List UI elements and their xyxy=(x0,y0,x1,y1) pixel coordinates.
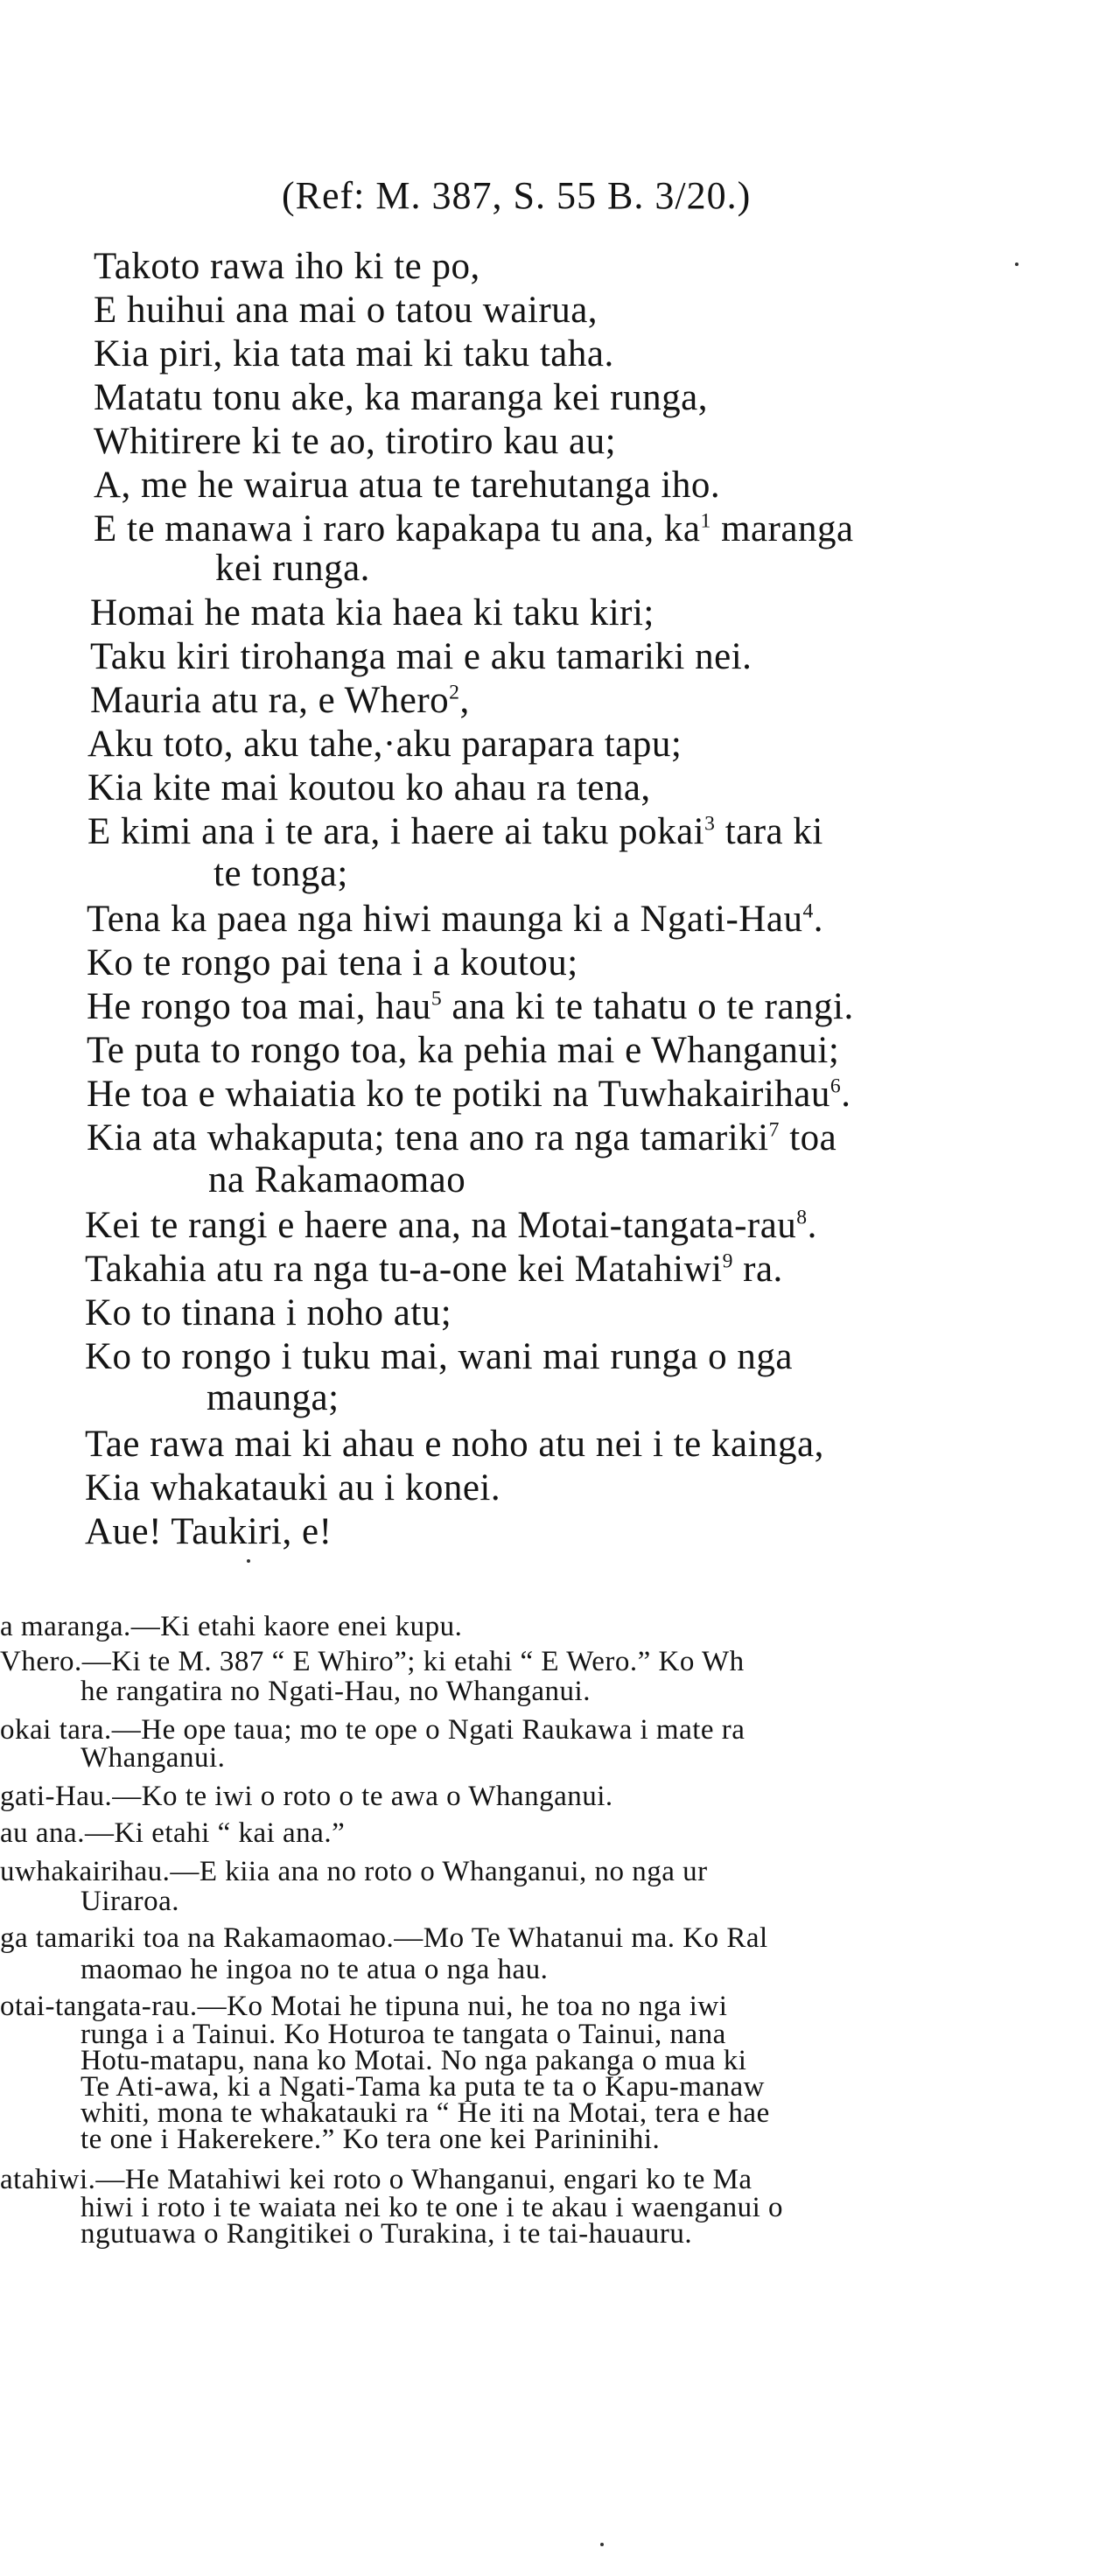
poem-line: Tena ka paea nga hiwi maunga ki a Ngati-Hau$^4$. xyxy=(87,899,824,940)
poem-line: Aku toto, aku tahe,·aku parapara tapu; xyxy=(88,724,682,765)
poem-line-continuation: te tonga; xyxy=(214,853,348,894)
footnote-line: runga i a Tainui. Ko Hoturoa te tangata o Tainui, nana xyxy=(80,2019,726,2050)
page-speck xyxy=(247,1559,250,1563)
poem-line-continuation: maunga; xyxy=(206,1377,340,1418)
poem-line: E huihui ana mai o tatou wairua, xyxy=(94,290,598,331)
footnote-line: a maranga.—Ki etahi kaore enei kupu. xyxy=(0,1611,463,1642)
poem-line: Kia ata whakaputa; tena ano ra nga tamariki$^7$ toa xyxy=(87,1117,837,1158)
footnote-ref: 8 xyxy=(796,1206,808,1229)
poem-line: He rongo toa mai, hau$^5$ ana ki te tahatu o te rangi. xyxy=(87,986,854,1027)
footnote-line: uwhakairihau.—E kiia ana no roto o Whanganui, no nga ur xyxy=(0,1856,708,1887)
footnote-line: hiwi i roto i te waiata nei ko te one i te akau i waenganui o xyxy=(80,2192,784,2223)
footnote-line: atahiwi.—He Matahiwi kei roto o Whanganui, engari ko te Ma xyxy=(0,2164,752,2195)
footnote-line: okai tara.—He ope taua; mo te ope o Ngati Raukawa i mate ra xyxy=(0,1714,746,1746)
poem-line: Whitirere ki te ao, tirotiro kau au; xyxy=(94,421,617,462)
poem-line: He toa e whaiatia ko te potiki na Tuwhakairihau$^6$. xyxy=(87,1074,851,1115)
reference-heading: (Ref: M. 387, S. 55 B. 3/20.) xyxy=(282,174,752,217)
footnote-ref: 9 xyxy=(722,1250,733,1273)
poem-line-continuation: na Rakamaomao xyxy=(208,1159,466,1200)
footnote-line: whiti, mona te whakatauki ra “ He iti na Motai, tera e hae xyxy=(80,2097,770,2129)
footnote-line: ga tamariki toa na Rakamaomao.—Mo Te Whatanui ma. Ko Ral xyxy=(0,1922,768,1954)
footnote-line: Hotu-matapu, nana ko Motai. No nga pakanga o mua ki xyxy=(80,2045,747,2076)
poem-line: Homai he mata kia haea ki taku kiri; xyxy=(90,592,654,634)
footnote-line: otai-tangata-rau.—Ko Motai he tipuna nui, he toa no nga iwi xyxy=(0,1991,728,2022)
footnote-line: Uiraroa. xyxy=(80,1886,180,1917)
footnote-ref: 2 xyxy=(449,681,460,704)
poem-line: Taku kiri tirohanga mai e aku tamariki nei. xyxy=(90,636,752,677)
poem-line: Ko te rongo pai tena i a koutou; xyxy=(87,942,578,984)
poem-line: Te puta to rongo toa, ka pehia mai e Whanganui; xyxy=(87,1030,840,1071)
footnote-line: gati-Hau.—Ko te iwi o roto o te awa o Whanganui. xyxy=(0,1781,613,1812)
poem-line: E kimi ana i te ara, i haere ai taku pokai$^3$ tara ki xyxy=(88,811,823,852)
footnote-line: Vhero.—Ki te M. 387 “ E Whiro”; ki etahi “ E Wero.” Ko Wh xyxy=(0,1646,745,1677)
poem-line: Mauria atu ra, e Whero$^2$, xyxy=(90,680,470,721)
poem-line: Tae rawa mai ki ahau e noho atu nei i te kainga, xyxy=(85,1424,824,1465)
poem-line: E te manawa i raro kapakapa tu ana, $ka^1$ maranga xyxy=(94,508,854,550)
poem-line: Kia piri, kia tata mai ki taku taha. xyxy=(94,333,614,374)
footnote-ref: 7 xyxy=(768,1118,780,1142)
page-speck xyxy=(1015,262,1018,266)
page-speck xyxy=(600,2543,604,2546)
poem-line: Takahia atu ra nga tu-a-one kei Matahiwi$^9$ ra. xyxy=(85,1249,783,1290)
poem-line: Kia whakatauki au i konei. xyxy=(85,1467,501,1508)
footnote-ref: 1 xyxy=(700,509,711,533)
poem-line: Ko to rongo i tuku mai, wani mai runga o nga xyxy=(85,1336,793,1377)
poem-line: A, me he wairua atua te tarehutanga iho. xyxy=(94,465,721,506)
footnote-line: te one i Hakerekere.” Ko tera one kei Parininihi. xyxy=(80,2124,661,2155)
poem-line: Kia kite mai koutou ko ahau ra tena, xyxy=(88,767,651,808)
footnote-line: Te Ati-awa, ki a Ngati-Tama ka puta te ta o Kapu-manaw xyxy=(80,2071,766,2103)
footnote-line: au ana.—Ki etahi “ kai ana.” xyxy=(0,1817,346,1849)
footnote-ref: 3 xyxy=(704,812,716,836)
footnote-ref: 4 xyxy=(802,900,814,923)
footnote-line: Whanganui. xyxy=(80,1742,226,1774)
poem-line: Aue! Taukiri, e! xyxy=(85,1511,332,1552)
poem-line: Matatu tonu ake, ka maranga kei runga, xyxy=(94,377,708,418)
poem-line: Takoto rawa iho ki te po, xyxy=(94,246,480,287)
poem-line: Ko to tinana i noho atu; xyxy=(85,1292,452,1334)
footnote-line: maomao he ingoa no te atua o nga hau. xyxy=(80,1954,549,1985)
footnote-line: he rangatira no Ngati-Hau, no Whanganui. xyxy=(80,1676,591,1707)
footnote-ref: 6 xyxy=(830,1074,842,1098)
poem-line-continuation: kei runga. xyxy=(215,548,370,589)
footnote-line: ngutuawa o Rangitikei o Turakina, i te tai-hauauru. xyxy=(80,2218,693,2250)
footnote-ref: 5 xyxy=(430,987,443,1011)
poem-line: Kei te rangi e haere ana, na Motai-tangata-rau$^8$. xyxy=(85,1205,817,1246)
